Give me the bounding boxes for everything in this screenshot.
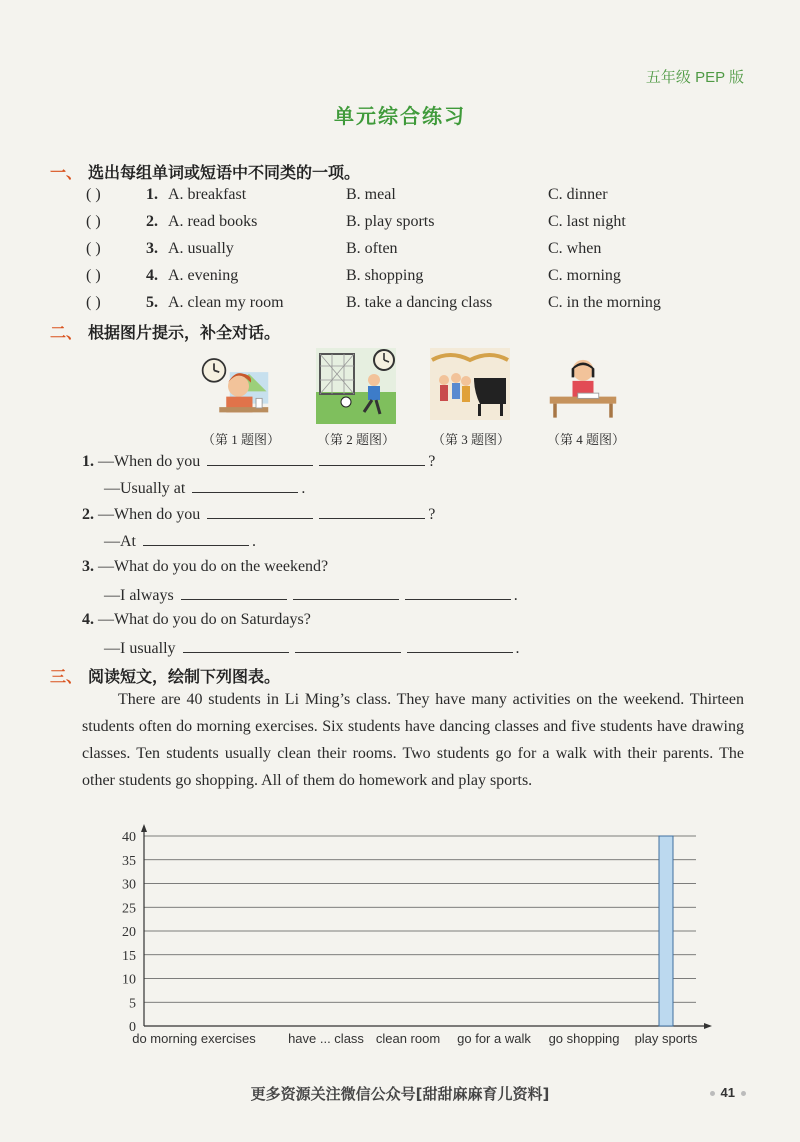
- dialogue-number: 4.: [82, 611, 94, 628]
- dialogue-3-line-1: [82, 558, 328, 576]
- section3-number: 三、: [50, 667, 83, 686]
- answer-blank[interactable]: [319, 451, 425, 466]
- option-b: B. meal: [346, 186, 396, 203]
- question-mark: ?: [428, 506, 436, 523]
- option-b: B. shopping: [346, 267, 424, 284]
- option-c: C. dinner: [548, 186, 608, 203]
- dialogue-text: —When do you: [98, 506, 201, 523]
- picture-caption: （第 3 题图）: [431, 432, 510, 447]
- x-tick-label: go for a walk: [457, 1031, 531, 1046]
- answer-paren[interactable]: ( ): [86, 240, 101, 257]
- answer-blank[interactable]: [143, 531, 249, 546]
- y-tick-label: 35: [122, 853, 136, 869]
- question-row: [0, 186, 800, 210]
- answer-blank[interactable]: [207, 504, 313, 519]
- bar: [659, 836, 673, 1026]
- picture-piano-class: [430, 348, 510, 420]
- dialogue-text: —Usually at: [104, 480, 186, 497]
- answer-blank[interactable]: [319, 504, 425, 519]
- dialogue-2-line-2: [104, 531, 256, 551]
- question-row: [0, 213, 800, 237]
- y-axis-arrow: [141, 824, 147, 832]
- dialogue-4-line-2: [104, 638, 520, 658]
- y-tick-label: 30: [122, 877, 136, 893]
- section1-heading: [50, 160, 360, 183]
- dialogue-text: —When do you: [98, 453, 201, 470]
- dot-decoration: [741, 1091, 746, 1096]
- y-tick-label: 10: [122, 972, 136, 988]
- section1-heading-text: 选出每组单词或短语中不同类的一项。: [88, 163, 361, 182]
- option-c: C. when: [548, 240, 602, 257]
- option-a: A. evening: [168, 267, 239, 284]
- section2-number: 二、: [50, 323, 83, 342]
- section2-heading: [50, 320, 280, 343]
- question-number: 5.: [146, 294, 158, 311]
- option-a: A. usually: [168, 240, 234, 257]
- option-c: C. last night: [548, 213, 626, 230]
- dialogue-1-line-2: [104, 478, 305, 498]
- period: .: [515, 640, 520, 657]
- picture-caption: （第 1 题图）: [201, 432, 280, 447]
- footer-text: 更多资源关注微信公众号[甜甜麻麻育儿资料]: [250, 1085, 550, 1103]
- option-a: A. read books: [168, 213, 258, 230]
- picture-football-clock: [316, 348, 396, 424]
- dialogue-number: 2.: [82, 506, 94, 523]
- option-b: B. take a dancing class: [346, 294, 493, 311]
- question-number: 1.: [146, 186, 158, 203]
- option-a: A. breakfast: [168, 186, 247, 203]
- dot-decoration: [710, 1091, 715, 1096]
- page-number-group: [704, 1085, 752, 1100]
- grade-label: 五年级 PEP 版: [645, 69, 744, 86]
- x-axis-arrow: [704, 1023, 712, 1029]
- answer-blank[interactable]: [407, 638, 513, 653]
- question-number: 3.: [146, 240, 158, 257]
- question-number: 2.: [146, 213, 158, 230]
- section2-heading-text: 根据图片提示，补全对话。: [88, 323, 281, 342]
- period: .: [513, 587, 518, 604]
- answer-paren[interactable]: ( ): [86, 186, 101, 203]
- dialogue-text: —What do you do on the weekend?: [98, 558, 329, 575]
- option-c: C. morning: [548, 267, 621, 284]
- dialogue-text: —I always: [104, 587, 174, 604]
- dialogue-4-line-1: [82, 611, 311, 629]
- y-tick-label: 40: [122, 830, 136, 845]
- period: .: [252, 533, 256, 550]
- bar-chart: [100, 822, 720, 1054]
- question-number: 4.: [146, 267, 158, 284]
- dialogue-2-line-1: [82, 504, 435, 524]
- y-tick-label: 0: [129, 1020, 136, 1035]
- option-b: B. often: [346, 240, 398, 257]
- option-a: A. clean my room: [168, 294, 284, 311]
- dialogue-1-line-1: [82, 451, 435, 471]
- period: .: [301, 480, 306, 497]
- page-title: 单元综合练习: [334, 104, 466, 128]
- dialogue-number: 1.: [82, 453, 94, 470]
- option-b: B. play sports: [346, 213, 435, 230]
- answer-blank[interactable]: [181, 585, 287, 600]
- x-tick-label: have ... class: [288, 1031, 364, 1046]
- question-row: [0, 240, 800, 264]
- y-tick-label: 5: [129, 996, 136, 1012]
- answer-blank[interactable]: [405, 585, 511, 600]
- x-tick-label: go shopping: [548, 1031, 620, 1046]
- page-number: 41: [720, 1085, 735, 1100]
- y-tick-label: 15: [122, 948, 136, 964]
- answer-paren[interactable]: ( ): [86, 213, 101, 230]
- question-row: [0, 294, 800, 318]
- dialogue-text: —What do you do on Saturdays?: [98, 611, 311, 628]
- dialogue-text: —I usually: [104, 640, 176, 657]
- picture-caption: （第 2 题图）: [316, 432, 395, 447]
- section3-heading-text: 阅读短文，绘制下列图表。: [88, 667, 281, 686]
- y-tick-label: 25: [122, 901, 136, 917]
- picture-caption: （第 4 题图）: [546, 432, 625, 447]
- passage-text: There are 40 students in Li Ming’s class. They have many activities on the weekend. Thirteen students often do morning exercises. Six students have dancing classes and five students have drawing classes. Ten students usually clean their rooms. Two students go for a walk with their parents. The other students go shopping. All of them do homework and play sports.: [82, 691, 744, 789]
- option-c: C. in the morning: [548, 294, 661, 311]
- y-tick-label: 20: [122, 925, 136, 940]
- section1-number: 一、: [50, 163, 83, 182]
- x-tick-label: clean room: [375, 1031, 441, 1046]
- answer-paren[interactable]: ( ): [86, 267, 101, 284]
- x-tick-label: play sports: [634, 1031, 698, 1046]
- answer-blank[interactable]: [293, 585, 399, 600]
- answer-blank[interactable]: [183, 638, 289, 653]
- dialogue-number: 3.: [82, 558, 94, 575]
- reading-passage: [82, 686, 744, 794]
- answer-blank[interactable]: [295, 638, 401, 653]
- question-row: [0, 267, 800, 291]
- dialogue-text: —At: [104, 533, 136, 550]
- answer-blank[interactable]: [192, 478, 298, 493]
- x-tick-label: do morning exercises: [132, 1031, 256, 1046]
- picture-breakfast-clock: [200, 352, 270, 422]
- answer-paren[interactable]: ( ): [86, 294, 101, 311]
- picture-homework-girl: [548, 352, 618, 422]
- answer-blank[interactable]: [207, 451, 313, 466]
- dialogue-3-line-2: [104, 585, 518, 605]
- question-mark: ?: [428, 453, 436, 470]
- section3-heading: [50, 664, 280, 687]
